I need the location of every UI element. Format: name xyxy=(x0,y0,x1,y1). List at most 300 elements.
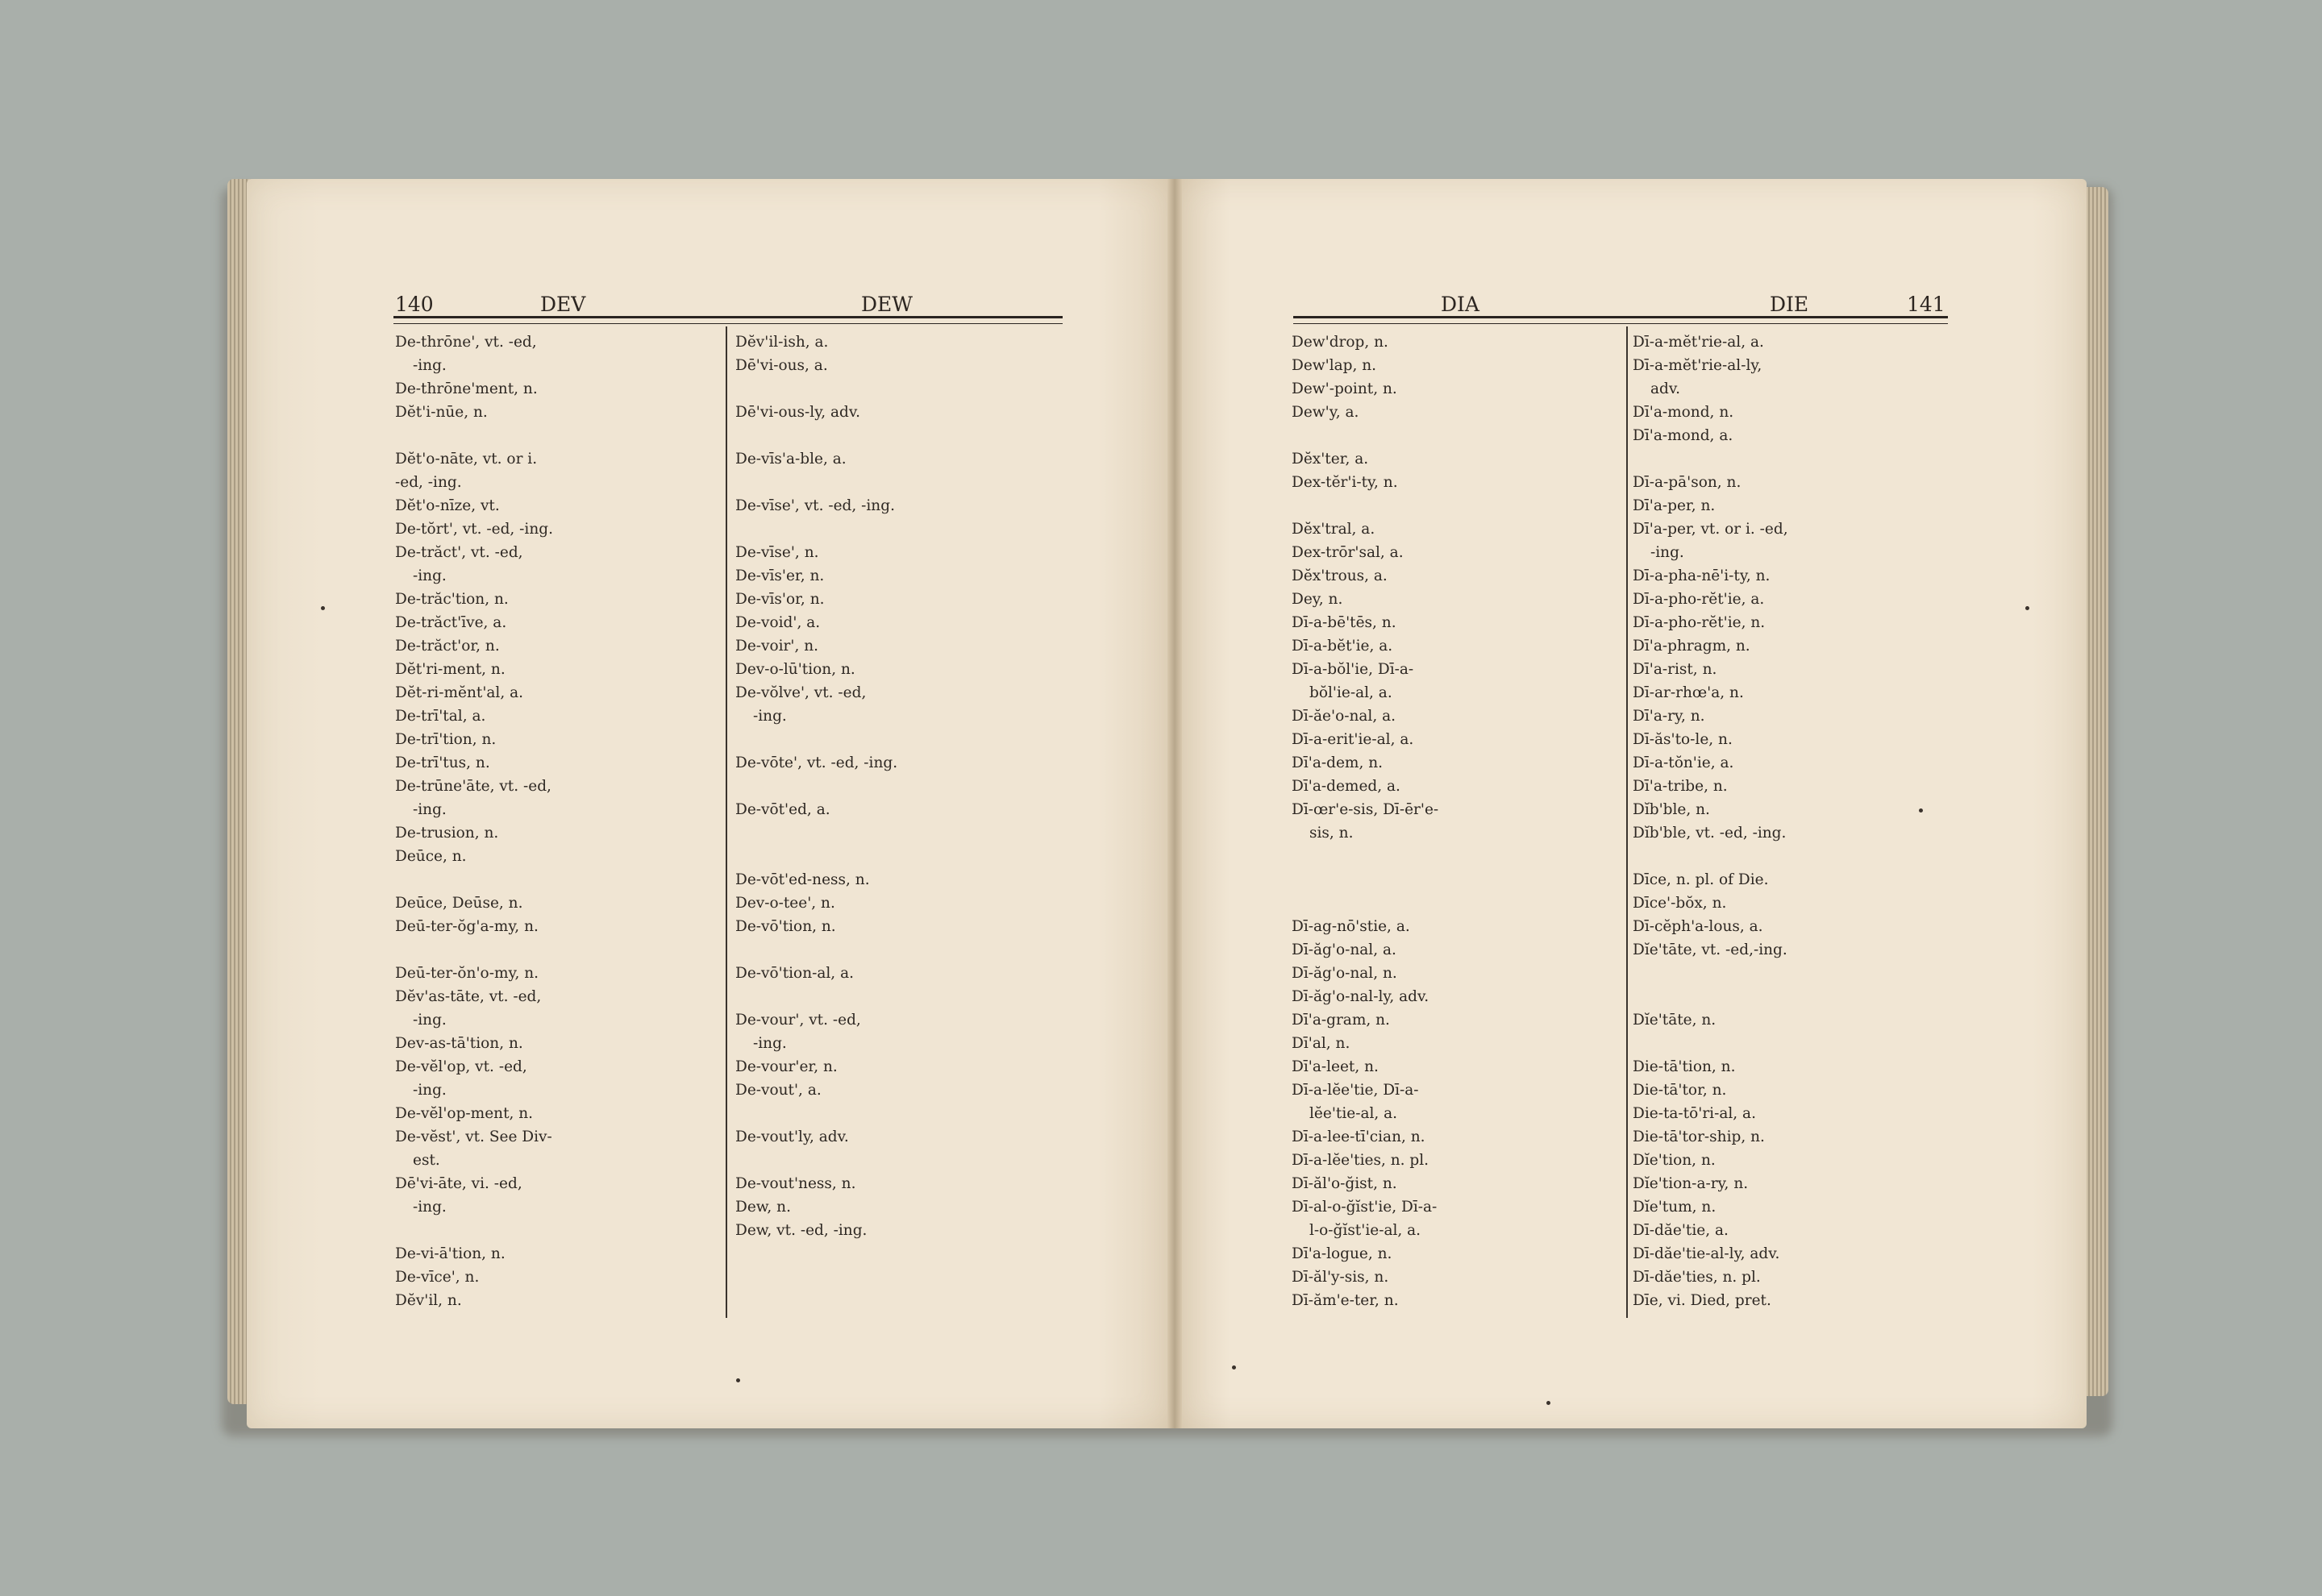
entry-headword: Dī-ar-rhœ'a, n. xyxy=(1633,684,1744,701)
entry-headword: De-vōt'ed-ness, n. xyxy=(735,871,870,888)
entry-headword: De-vōte', vt. -ed, -ing. xyxy=(735,754,898,771)
entry-headword: Dī'a-demed, a. xyxy=(1292,778,1400,795)
entry-headword: De-thrōne', vt. -ed, xyxy=(395,334,537,351)
dictionary-entry xyxy=(395,915,718,938)
entry-headword: Dev-o-tee', n. xyxy=(735,895,835,912)
dictionary-entry xyxy=(1292,330,1618,354)
entry-headword: De-vīse', vt. -ed, -ing. xyxy=(735,497,895,514)
dictionary-entry xyxy=(1633,681,1959,704)
entry-headword: Dī'a-leet, n. xyxy=(1292,1058,1379,1075)
dictionary-entry xyxy=(1292,1289,1618,1312)
entry-headword: De-vĕl'op, vt. -ed, xyxy=(395,1058,527,1075)
entry-headword: Dĕt'o-nāte, vt. or i. xyxy=(395,451,538,468)
entry-headword xyxy=(735,1149,740,1172)
entry-headword: Dĭe'tion-a-ry, n. xyxy=(1633,1175,1749,1192)
dictionary-entry xyxy=(1292,1079,1618,1102)
dictionary-entry xyxy=(395,401,718,424)
entry-headword: De-trăct'īve, a. xyxy=(395,614,507,631)
dictionary-entry xyxy=(735,1125,1062,1149)
dictionary-entry xyxy=(1292,938,1618,962)
entry-headword xyxy=(1292,845,1296,868)
entry-headword: -ing. xyxy=(413,567,447,584)
entry-headword: De-trī'tal, a. xyxy=(395,708,486,725)
entry-headword: Dī-ăg'o-nal, a. xyxy=(1292,941,1396,958)
dictionary-entry xyxy=(1633,447,1959,471)
dictionary-entry xyxy=(395,471,718,494)
entry-headword: Dīce'-bŏx, n. xyxy=(1633,895,1727,912)
dictionary-entry xyxy=(395,728,718,751)
entry-headword: Dĭb'ble, n. xyxy=(1633,801,1710,818)
entry-headword xyxy=(395,424,400,447)
dictionary-entry xyxy=(395,751,718,775)
entry-headword: Dī-ăe'o-nal, a. xyxy=(1292,708,1396,725)
speck xyxy=(1919,808,1923,813)
entry-headword: Dī-dăe'ties, n. pl. xyxy=(1633,1269,1761,1286)
entry-headword: De-vīce', n. xyxy=(395,1269,480,1286)
entry-headword xyxy=(1633,447,1637,471)
column-separator xyxy=(726,326,727,1318)
dictionary-entry xyxy=(1292,471,1618,494)
dictionary-entry xyxy=(1633,471,1959,494)
dictionary-entry xyxy=(735,377,1062,401)
dictionary-entry xyxy=(735,821,1062,845)
guide-word-right: DIE xyxy=(1770,293,1809,316)
dictionary-entry xyxy=(395,658,718,681)
entry-headword: De-trăct'or, n. xyxy=(395,638,500,655)
entry-headword: Dī-a-tŏn'ie, a. xyxy=(1633,754,1734,771)
page-number: 141 xyxy=(1907,293,1945,316)
dictionary-entry xyxy=(735,1219,1062,1242)
entry-headword: -ed, -ing. xyxy=(395,474,462,491)
entry-headword: -ing. xyxy=(1650,544,1684,561)
dictionary-entry xyxy=(1292,798,1618,821)
dictionary-entry xyxy=(735,681,1062,704)
dictionary-entry xyxy=(735,938,1062,962)
dictionary-entry xyxy=(735,1032,1062,1055)
dictionary-entry xyxy=(735,728,1062,751)
entry-headword: Dī-cĕph'a-lous, a. xyxy=(1633,918,1763,935)
entry-headword: Die-ta-tō'ri-al, a. xyxy=(1633,1105,1756,1122)
entry-headword: De-vout', a. xyxy=(735,1082,822,1099)
dictionary-entry xyxy=(1292,424,1618,447)
entry-headword: Dī-al-o-ğĭst'ie, Dī-a- xyxy=(1292,1199,1438,1216)
left-column-1 xyxy=(395,330,718,1312)
entry-headword: Dē'vi-āte, vi. -ed, xyxy=(395,1175,522,1192)
entry-headword: De-thrōne'ment, n. xyxy=(395,380,538,397)
dictionary-entry xyxy=(1633,1172,1959,1195)
dictionary-entry xyxy=(395,1195,718,1219)
entry-headword xyxy=(1633,985,1637,1008)
dictionary-entry xyxy=(1292,1102,1618,1125)
entry-headword: Dī-a-bē'tēs, n. xyxy=(1292,614,1396,631)
dictionary-entry xyxy=(1292,845,1618,868)
entry-headword xyxy=(735,517,740,541)
entry-headword: Dĭe'tion, n. xyxy=(1633,1152,1716,1169)
entry-headword: Die-tā'tor, n. xyxy=(1633,1082,1727,1099)
dictionary-entry xyxy=(395,611,718,634)
dictionary-entry xyxy=(735,1149,1062,1172)
dictionary-entry xyxy=(395,985,718,1008)
dictionary-entry xyxy=(1633,985,1959,1008)
dictionary-entry xyxy=(1292,751,1618,775)
dictionary-entry xyxy=(735,611,1062,634)
dictionary-entry xyxy=(1292,962,1618,985)
dictionary-entry xyxy=(1633,1219,1959,1242)
entry-headword: -ing. xyxy=(413,1082,447,1099)
dictionary-entry xyxy=(1633,868,1959,892)
entry-headword: Dĭe'tāte, n. xyxy=(1633,1012,1717,1029)
entry-headword: Die-tā'tion, n. xyxy=(1633,1058,1736,1075)
entry-headword: Dī-ăm'e-ter, n. xyxy=(1292,1292,1399,1309)
dictionary-entry xyxy=(395,1266,718,1289)
dictionary-entry xyxy=(735,564,1062,588)
entry-headword: De-trusion, n. xyxy=(395,825,499,842)
entry-headword: Dĕv'il, n. xyxy=(395,1292,462,1309)
entry-headword: De-vōt'ed, a. xyxy=(735,801,830,818)
header-rule xyxy=(393,316,1063,324)
dictionary-entry xyxy=(395,1055,718,1079)
dictionary-entry xyxy=(735,915,1062,938)
dictionary-entry xyxy=(395,1172,718,1195)
dictionary-entry xyxy=(1633,1289,1959,1312)
right-column-2 xyxy=(1633,330,1959,1312)
entry-headword xyxy=(1633,962,1637,985)
entry-headword: Dew'drop, n. xyxy=(1292,334,1388,351)
entry-headword: Dī-ăl'o-ğist, n. xyxy=(1292,1175,1397,1192)
dictionary-entry xyxy=(735,1102,1062,1125)
dictionary-entry xyxy=(1633,845,1959,868)
entry-headword: De-trī'tion, n. xyxy=(395,731,497,748)
entry-headword: De-vō'tion, n. xyxy=(735,918,836,935)
dictionary-entry xyxy=(395,868,718,892)
entry-headword xyxy=(735,377,740,401)
entry-headword: Dew, n. xyxy=(735,1199,791,1216)
entry-headword: Dī'al, n. xyxy=(1292,1035,1350,1052)
entry-headword: est. xyxy=(413,1152,440,1169)
entry-headword xyxy=(1292,494,1296,517)
dictionary-entry xyxy=(1292,1172,1618,1195)
entry-headword: Dev-o-lū'tion, n. xyxy=(735,661,855,678)
entry-headword: -ing. xyxy=(413,357,447,374)
dictionary-entry xyxy=(1633,1079,1959,1102)
dictionary-entry xyxy=(1633,1242,1959,1266)
entry-headword: Dī'a-mond, a. xyxy=(1633,427,1733,444)
entry-headword: De-trăc'tion, n. xyxy=(395,591,509,608)
entry-headword xyxy=(735,728,740,751)
dictionary-entry xyxy=(735,517,1062,541)
dictionary-entry xyxy=(735,798,1062,821)
dictionary-entry xyxy=(1633,892,1959,915)
entry-headword: Dīce, n. pl. of Die. xyxy=(1633,871,1769,888)
dictionary-entry xyxy=(1633,798,1959,821)
entry-headword xyxy=(735,821,740,845)
page-number: 140 xyxy=(395,293,434,316)
entry-headword: Dī-a-pho-rĕt'ie, a. xyxy=(1633,591,1765,608)
dictionary-entry xyxy=(735,494,1062,517)
entry-headword: Dī-a-bŏl'ie, Dī-a- xyxy=(1292,661,1414,678)
entry-headword xyxy=(1292,424,1296,447)
dictionary-entry xyxy=(1292,821,1618,845)
speck xyxy=(1232,1365,1236,1369)
entry-headword: lĕe'tie-al, a. xyxy=(1309,1105,1398,1122)
entry-headword: Dĕt'o-nīze, vt. xyxy=(395,497,500,514)
dictionary-entry xyxy=(1292,377,1618,401)
entry-headword: Deū-ter-ŏn'o-my, n. xyxy=(395,965,539,982)
dictionary-entry xyxy=(1292,1032,1618,1055)
entry-headword: De-vout'ly, adv. xyxy=(735,1128,849,1145)
entry-headword: Dī'a-phragm, n. xyxy=(1633,638,1750,655)
dictionary-entry xyxy=(395,424,718,447)
entry-headword xyxy=(1633,1032,1637,1055)
dictionary-entry xyxy=(395,798,718,821)
dictionary-entry xyxy=(1292,728,1618,751)
dictionary-entry xyxy=(1292,868,1618,892)
dictionary-entry xyxy=(735,704,1062,728)
entry-headword: Dĕv'as-tāte, vt. -ed, xyxy=(395,988,542,1005)
dictionary-entry xyxy=(1633,1125,1959,1149)
entry-headword: -ing. xyxy=(413,801,447,818)
dictionary-entry xyxy=(735,1195,1062,1219)
dictionary-entry xyxy=(1292,1219,1618,1242)
right-column-1 xyxy=(1292,330,1618,1312)
dictionary-entry xyxy=(1292,447,1618,471)
dictionary-entry xyxy=(395,541,718,564)
dictionary-entry xyxy=(1633,588,1959,611)
dictionary-entry xyxy=(735,471,1062,494)
dictionary-entry xyxy=(1633,1008,1959,1032)
dictionary-entry xyxy=(735,401,1062,424)
dictionary-entry xyxy=(1292,658,1618,681)
dictionary-entry xyxy=(1292,775,1618,798)
dictionary-entry xyxy=(735,1172,1062,1195)
entry-headword: De-vīs'er, n. xyxy=(735,567,825,584)
dictionary-entry xyxy=(1633,354,1959,377)
entry-headword: Dī-a-bĕt'ie, a. xyxy=(1292,638,1393,655)
entry-headword: Dī-a-erit'ie-al, a. xyxy=(1292,731,1414,748)
dictionary-entry xyxy=(735,330,1062,354)
speck xyxy=(736,1378,740,1382)
dictionary-entry xyxy=(1633,611,1959,634)
entry-headword: l-o-ğĭst'ie-al, a. xyxy=(1309,1222,1421,1239)
dictionary-entry xyxy=(1292,517,1618,541)
entry-headword: De-tŏrt', vt. -ed, -ing. xyxy=(395,521,553,538)
entry-headword xyxy=(735,424,740,447)
entry-headword: Dĭe'tum, n. xyxy=(1633,1199,1717,1216)
entry-headword xyxy=(735,775,740,798)
entry-headword: Dīe, vi. Died, pret. xyxy=(1633,1292,1771,1309)
entry-headword: Dev-as-tā'tion, n. xyxy=(395,1035,523,1052)
entry-headword: De-voir', n. xyxy=(735,638,819,655)
dictionary-entry xyxy=(1633,401,1959,424)
entry-headword: Dĕt'ri-ment, n. xyxy=(395,661,506,678)
dictionary-entry xyxy=(735,775,1062,798)
dictionary-entry xyxy=(395,1219,718,1242)
entry-headword: Dew, vt. -ed, -ing. xyxy=(735,1222,868,1239)
entry-headword: Deūce, n. xyxy=(395,848,467,865)
dictionary-entry xyxy=(735,634,1062,658)
entry-headword: Dĕv'il-ish, a. xyxy=(735,334,829,351)
entry-headword: De-vour'er, n. xyxy=(735,1058,838,1075)
dictionary-entry xyxy=(1292,681,1618,704)
entry-headword: Dī'a-tribe, n. xyxy=(1633,778,1728,795)
dictionary-entry xyxy=(1633,915,1959,938)
entry-headword: Dĭb'ble, vt. -ed, -ing. xyxy=(1633,825,1787,842)
entry-headword: De-vout'ness, n. xyxy=(735,1175,856,1192)
dictionary-entry xyxy=(1292,588,1618,611)
entry-headword: Dī-a-mĕt'rie-al-ly, xyxy=(1633,357,1762,374)
entry-headword: De-vŏlve', vt. -ed, xyxy=(735,684,867,701)
dictionary-entry xyxy=(1292,1149,1618,1172)
speck xyxy=(1546,1401,1550,1405)
dictionary-entry xyxy=(1633,658,1959,681)
dictionary-entry xyxy=(1292,354,1618,377)
dictionary-entry xyxy=(1292,892,1618,915)
dictionary-entry xyxy=(735,424,1062,447)
dictionary-entry xyxy=(1633,1195,1959,1219)
entry-headword: Deūce, Deūse, n. xyxy=(395,895,523,912)
dictionary-entry xyxy=(1292,1266,1618,1289)
entry-headword: bŏl'ie-al, a. xyxy=(1309,684,1392,701)
dictionary-entry xyxy=(735,1079,1062,1102)
dictionary-entry xyxy=(735,1008,1062,1032)
dictionary-entry xyxy=(395,634,718,658)
entry-headword: De-vīse', n. xyxy=(735,544,819,561)
dictionary-entry xyxy=(1292,1125,1618,1149)
entry-headword: Dĕt-ri-mĕnt'al, a. xyxy=(395,684,524,701)
entry-headword: Deū-ter-ŏg'a-my, n. xyxy=(395,918,539,935)
entry-headword: De-vi-ā'tion, n. xyxy=(395,1245,506,1262)
dictionary-entry xyxy=(1633,494,1959,517)
dictionary-entry xyxy=(1292,1242,1618,1266)
entry-headword: Dī-dăe'tie-al-ly, adv. xyxy=(1633,1245,1780,1262)
book-gutter xyxy=(1167,179,1182,1428)
dictionary-entry xyxy=(1633,704,1959,728)
entry-headword: Dey, n. xyxy=(1292,591,1343,608)
dictionary-entry xyxy=(735,868,1062,892)
dictionary-entry xyxy=(395,330,718,354)
dictionary-entry xyxy=(395,938,718,962)
entry-headword: Dī'a-mond, n. xyxy=(1633,404,1734,421)
entry-headword: De-vīs'a-ble, a. xyxy=(735,451,847,468)
dictionary-entry xyxy=(1292,704,1618,728)
dictionary-entry xyxy=(1633,564,1959,588)
entry-headword: Dē'vi-ous, a. xyxy=(735,357,828,374)
dictionary-entry xyxy=(395,1079,718,1102)
dictionary-entry xyxy=(1633,1032,1959,1055)
dictionary-entry xyxy=(1292,401,1618,424)
dictionary-entry xyxy=(395,845,718,868)
dictionary-entry xyxy=(735,892,1062,915)
entry-headword: -ing. xyxy=(753,1035,787,1052)
entry-headword: Dī-a-pā'son, n. xyxy=(1633,474,1742,491)
dictionary-entry xyxy=(1633,938,1959,962)
entry-headword: Die-tā'tor-ship, n. xyxy=(1633,1128,1765,1145)
entry-headword: Dī'a-gram, n. xyxy=(1292,1012,1390,1029)
dictionary-entry xyxy=(1633,424,1959,447)
entry-headword: Dew'-point, n. xyxy=(1292,380,1397,397)
dictionary-entry xyxy=(1292,985,1618,1008)
entry-headword: adv. xyxy=(1650,380,1681,397)
entry-headword xyxy=(735,845,740,868)
dictionary-entry xyxy=(1633,541,1959,564)
guide-word-left: DEV xyxy=(540,293,586,316)
entry-headword: Dī-œr'e-sis, Dī-ēr'e- xyxy=(1292,801,1439,818)
entry-headword: Dex-trōr'sal, a. xyxy=(1292,544,1404,561)
dictionary-entry xyxy=(395,821,718,845)
dictionary-entry xyxy=(1292,494,1618,517)
dictionary-entry xyxy=(395,962,718,985)
dictionary-entry xyxy=(1292,564,1618,588)
dictionary-entry xyxy=(1292,634,1618,658)
entry-headword: Dī'a-logue, n. xyxy=(1292,1245,1392,1262)
dictionary-entry xyxy=(1633,1102,1959,1125)
dictionary-entry xyxy=(1633,1266,1959,1289)
dictionary-entry xyxy=(1292,915,1618,938)
dictionary-entry xyxy=(735,845,1062,868)
entry-headword: sis, n. xyxy=(1309,825,1354,842)
entry-headword: Dī-a-pho-rĕt'ie, n. xyxy=(1633,614,1766,631)
dictionary-entry xyxy=(395,1008,718,1032)
guide-word-right: DEW xyxy=(861,293,913,316)
dictionary-entry xyxy=(735,751,1062,775)
entry-headword: De-vĕl'op-ment, n. xyxy=(395,1105,534,1122)
speck xyxy=(321,606,325,610)
header-rule xyxy=(1293,316,1948,324)
dictionary-entry xyxy=(1292,611,1618,634)
dictionary-entry xyxy=(735,1055,1062,1079)
dictionary-entry xyxy=(395,377,718,401)
dictionary-entry xyxy=(735,658,1062,681)
dictionary-entry xyxy=(395,517,718,541)
entry-headword: Dī'a-ry, n. xyxy=(1633,708,1705,725)
dictionary-entry xyxy=(395,1242,718,1266)
entry-headword: Dī'a-dem, n. xyxy=(1292,754,1384,771)
entry-headword xyxy=(735,471,740,494)
entry-headword: De-trăct', vt. -ed, xyxy=(395,544,523,561)
dictionary-entry xyxy=(735,588,1062,611)
dictionary-entry xyxy=(735,985,1062,1008)
dictionary-entry xyxy=(735,354,1062,377)
dictionary-entry xyxy=(1633,634,1959,658)
entry-headword: Dī-dăe'tie, a. xyxy=(1633,1222,1729,1239)
dictionary-entry xyxy=(395,681,718,704)
entry-headword: Dī'a-rist, n. xyxy=(1633,661,1717,678)
dictionary-entry xyxy=(1633,517,1959,541)
speck xyxy=(2025,606,2029,610)
entry-headword: Dī-ăl'y-sis, n. xyxy=(1292,1269,1389,1286)
guide-word-left: DIA xyxy=(1441,293,1479,316)
entry-headword xyxy=(1633,845,1637,868)
entry-headword: Dī-ăg'o-nal-ly, adv. xyxy=(1292,988,1429,1005)
page-edges-right xyxy=(2084,187,2108,1396)
entry-headword: Dī-ăs'to-le, n. xyxy=(1633,731,1733,748)
dictionary-entry xyxy=(1633,1149,1959,1172)
entry-headword: Dĕx'tral, a. xyxy=(1292,521,1375,538)
entry-headword: Dī-a-lee-tī'cian, n. xyxy=(1292,1128,1425,1145)
entry-headword: -ing. xyxy=(753,708,787,725)
dictionary-entry xyxy=(395,704,718,728)
entry-headword: Dī-a-pha-nē'i-ty, n. xyxy=(1633,567,1771,584)
entry-headword: Dĕt'i-nūe, n. xyxy=(395,404,488,421)
dictionary-entry xyxy=(735,962,1062,985)
entry-headword xyxy=(395,868,400,892)
entry-headword xyxy=(735,985,740,1008)
dictionary-entry xyxy=(1292,1055,1618,1079)
dictionary-entry xyxy=(1633,728,1959,751)
entry-headword: Dī'a-per, vt. or i. -ed, xyxy=(1633,521,1788,538)
entry-headword: -ing. xyxy=(413,1199,447,1216)
dictionary-entry xyxy=(735,447,1062,471)
